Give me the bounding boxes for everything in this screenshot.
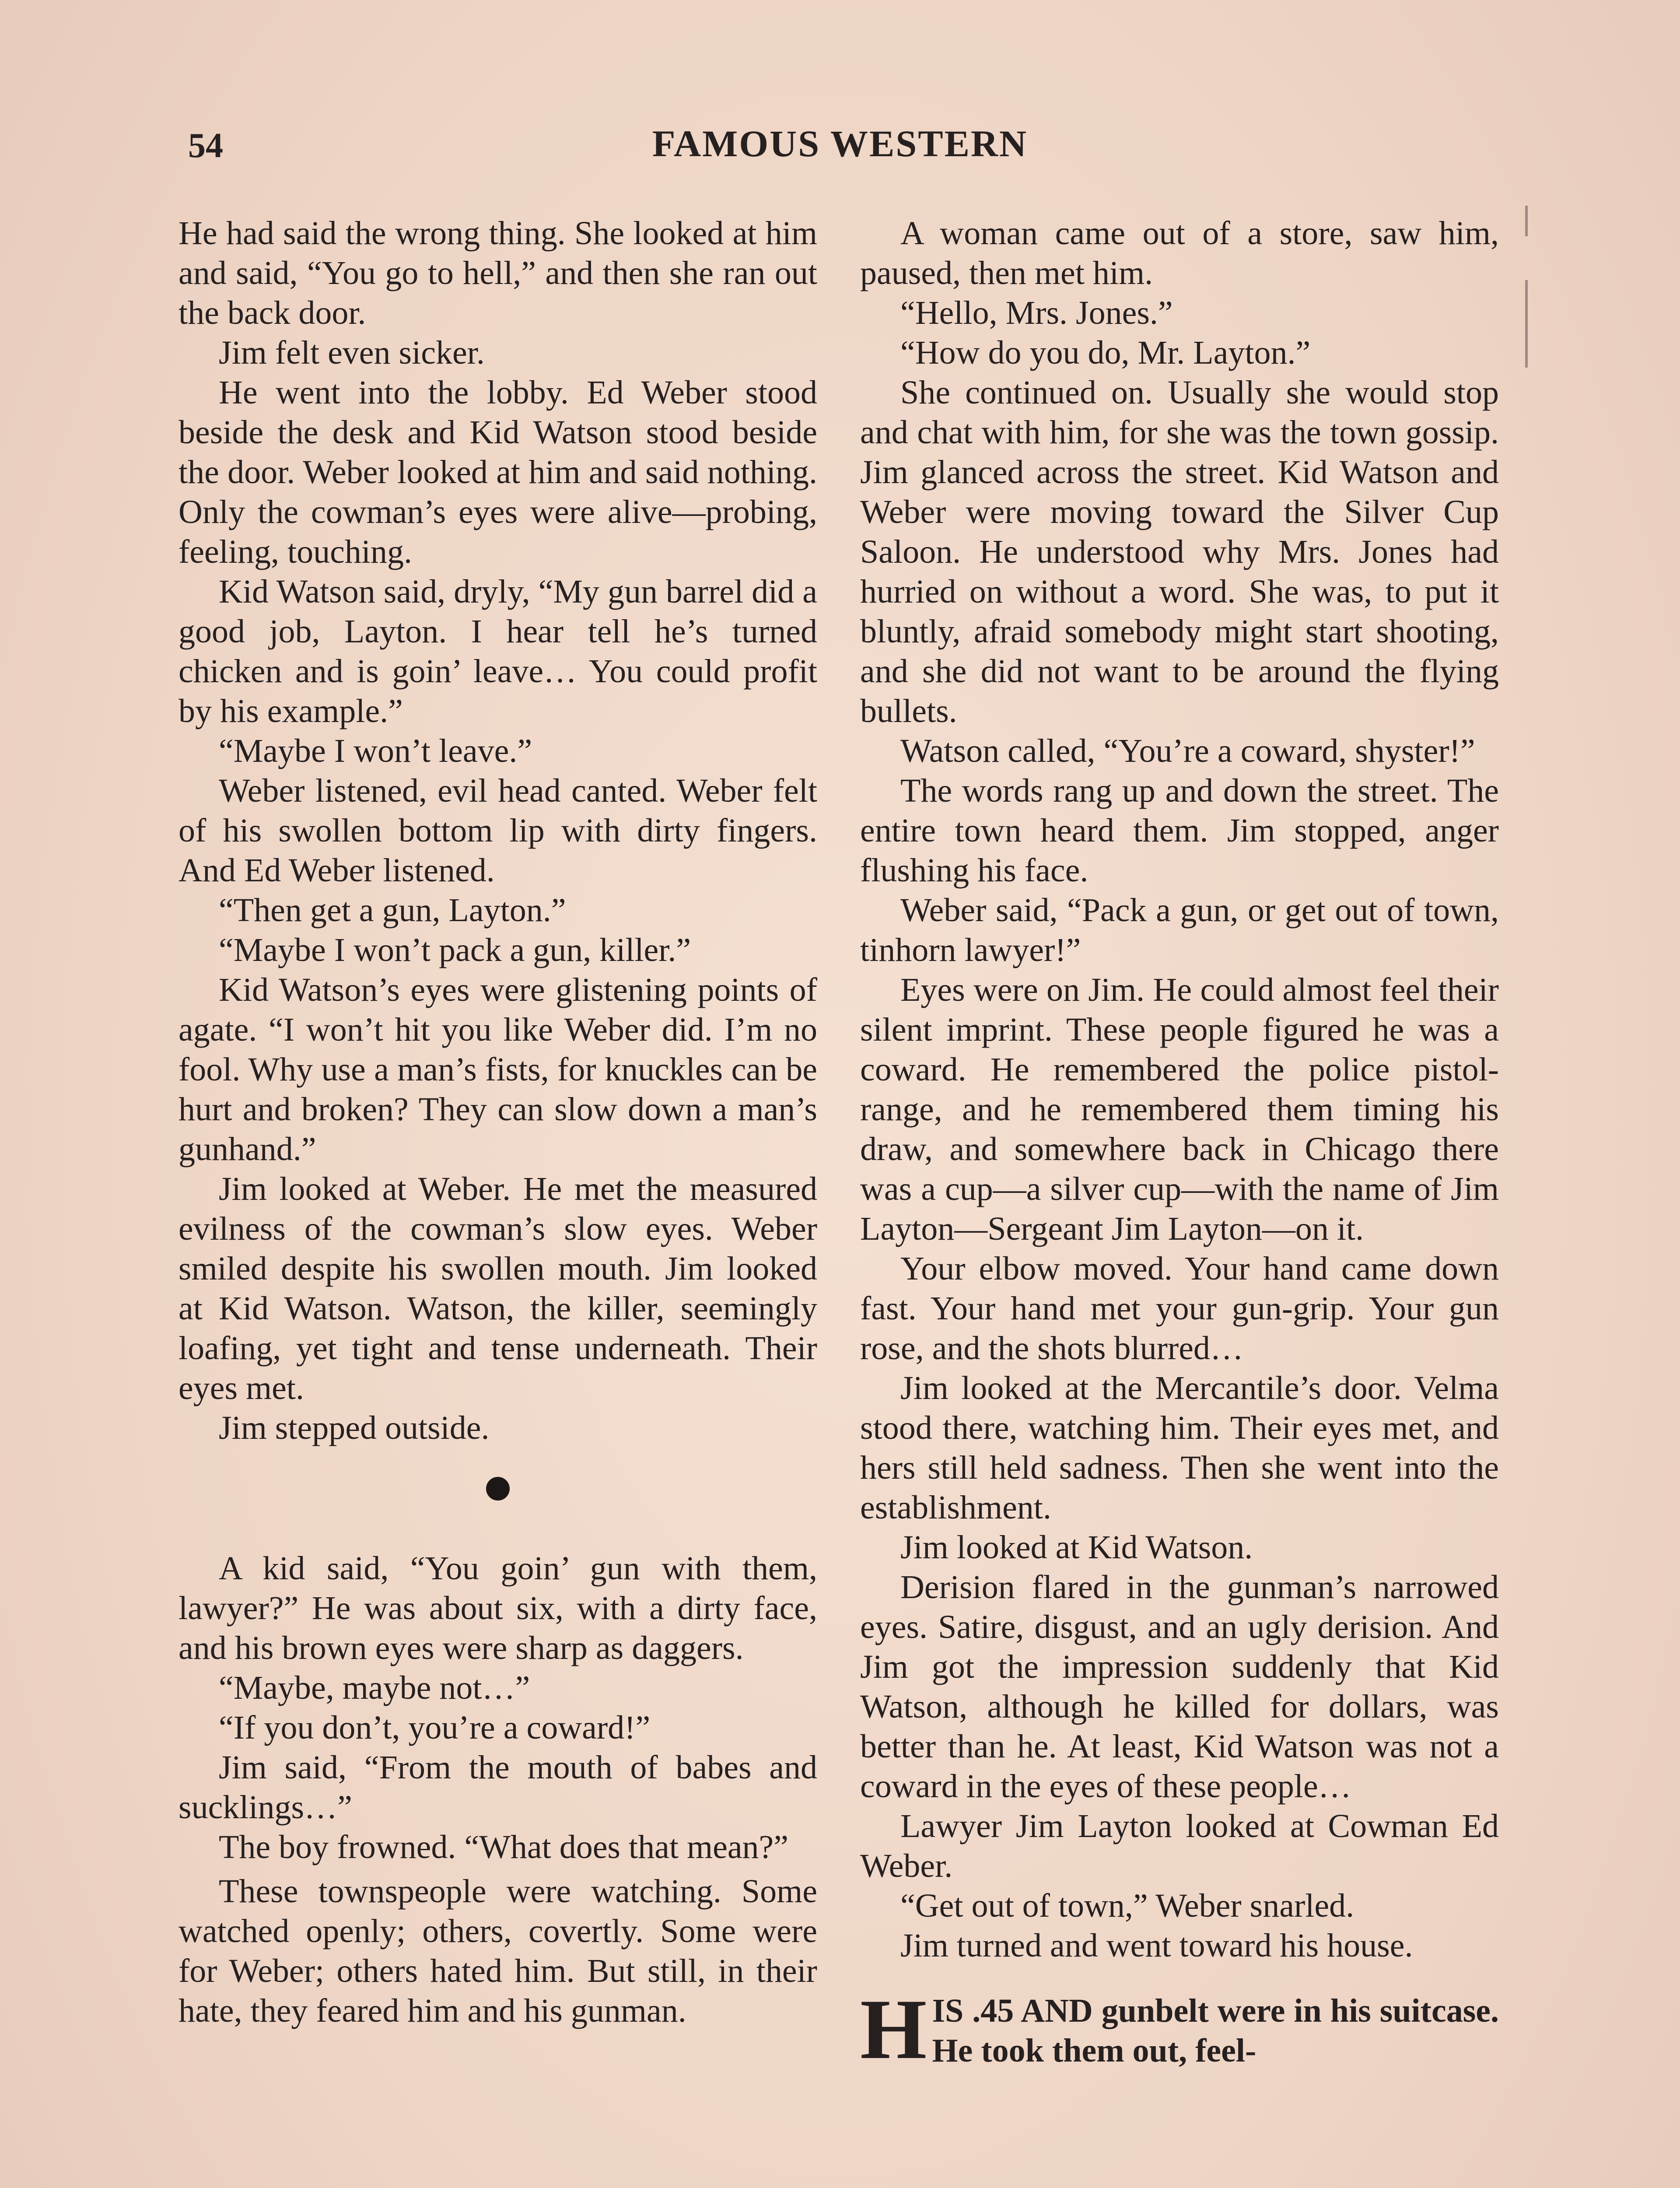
page-number: 54	[188, 126, 223, 165]
paragraph: A kid said, “You goin’ gun with them, lawyer?” He was about six, with a dirty face, and his brown eyes were sharp as daggers.	[178, 1550, 817, 1666]
page-header	[0, 117, 1680, 170]
paragraph: Lawyer Jim Layton looked at Cowman Ed Weber.	[860, 1808, 1499, 1884]
paragraph: She continued on. Usually she would stop and chat with him, for she was the town gossip. Jim glanced across the street. Kid Watson and Weber were moving toward the Silver Cup Saloon. He understood why Mrs. Jones had hurried on without a word. She was, to put it bluntly, afraid somebody might start shooting, and she did not want to be around the flying bullets.	[860, 374, 1499, 729]
margin-mark	[1525, 280, 1528, 368]
paragraph: Jim looked at Kid Watson.	[900, 1529, 1253, 1566]
paragraph: A woman came out of a store, saw him, paused, then met him.	[860, 215, 1499, 291]
paragraph: Eyes were on Jim. He could almost feel their silent imprint. These people figured he was a coward. He remembered the police pistol-range, and he remembered them timing his draw, and somewhere back in Chicago there was a cup—a silver cup—with the name of Jim Layton—Sergeant Jim Layton—on it.	[860, 971, 1499, 1247]
spacer	[178, 1867, 817, 1872]
dropcap-text: IS .45 AND gunbelt were in his suitcase. He took them out, feel-	[932, 1992, 1499, 2069]
running-head: FAMOUS WESTERN	[652, 123, 1028, 165]
drop-cap: H	[860, 1982, 927, 2077]
paragraph: Jim felt even sicker.	[219, 334, 485, 371]
paragraph: He had said the wrong thing. She looked at him and said, “You go to hell,” and then she ran out the back door.	[178, 215, 817, 331]
paragraph: Jim stepped outside.	[219, 1410, 490, 1446]
paragraph: Watson called, “You’re a coward, shyster!”	[900, 733, 1475, 769]
paragraph: Kid Watson’s eyes were glistening points of agate. “I won’t hit you like Weber did. I’m no fool. Why use a man’s fists, for knuckles can be hurt and broken? They can slow down a man’s gunhand.”	[178, 971, 817, 1168]
paragraph: He went into the lobby. Ed Weber stood beside the desk and Kid Watson stood beside the door. Weber looked at him and said nothing. Only the cowman’s eyes were alive—probing, feeling, touching.	[178, 374, 817, 570]
paragraph: “Maybe, maybe not…”	[219, 1669, 530, 1706]
paragraph: Weber listened, evil head canted. Weber felt of his swollen bottom lip with dirty fingers. And Ed Weber listened.	[178, 772, 817, 889]
paragraph: “Hello, Mrs. Jones.”	[900, 295, 1173, 331]
margin-mark	[1525, 206, 1528, 236]
paragraph: “How do you do, Mr. Layton.”	[900, 334, 1311, 371]
paragraph: The boy frowned. “What does that mean?”	[219, 1829, 789, 1865]
paragraph: Jim looked at Weber. He met the measured evilness of the cowman’s slow eyes. Weber smiled despite his swollen mouth. Jim looked at Kid Watson. Watson, the killer, seemingly loafing, yet tight and tense underneath. Their eyes met.	[178, 1171, 817, 1406]
paragraph: The words rang up and down the street. The entire town heard them. Jim stopped, anger flushing his face.	[860, 772, 1499, 889]
left-column	[178, 214, 817, 2031]
section-break-bullet	[486, 1477, 510, 1501]
paragraph: Weber said, “Pack a gun, or get out of town, tinhorn lawyer!”	[860, 892, 1499, 968]
paragraph: These townspeople were watching. Some watched openly; others, covertly. Some were for Weber; others hated him. But still, in their hate, they feared him and his gunman.	[178, 1873, 817, 2029]
paragraph: Kid Watson said, dryly, “My gun barrel did a good job, Layton. I hear tell he’s turned chicken and is goin’ leave… You could profit by his example.”	[178, 573, 817, 729]
paragraph: Jim looked at the Mercantile’s door. Velma stood there, watching him. Their eyes met, and hers still held sadness. Then she went into the establishment.	[860, 1370, 1499, 1526]
paragraph: “Get out of town,” Weber snarled.	[900, 1887, 1354, 1924]
right-column	[860, 214, 1499, 2077]
paragraph: Derision flared in the gunman’s narrowed eyes. Satire, disgust, and an ugly derision. And Jim got the impression suddenly that Kid Watson, although he killed for dollars, was better than he. At least, Kid Watson was not a coward in the eyes of these people…	[860, 1569, 1499, 1805]
paragraph: “Maybe I won’t pack a gun, killer.”	[219, 932, 691, 968]
paragraph: Your elbow moved. Your hand came down fast. Your hand met your gun-grip. Your gun rose, and the shots blurred…	[860, 1250, 1499, 1367]
paragraph: “If you don’t, you’re a coward!”	[219, 1709, 651, 1746]
paragraph: Jim turned and went toward his house.	[900, 1927, 1413, 1964]
paragraph: “Maybe I won’t leave.”	[219, 733, 532, 769]
paragraph: “Then get a gun, Layton.”	[219, 892, 566, 929]
dropcap-paragraph	[860, 1982, 1499, 2077]
paragraph: Jim said, “From the mouth of babes and sucklings…”	[178, 1749, 817, 1826]
